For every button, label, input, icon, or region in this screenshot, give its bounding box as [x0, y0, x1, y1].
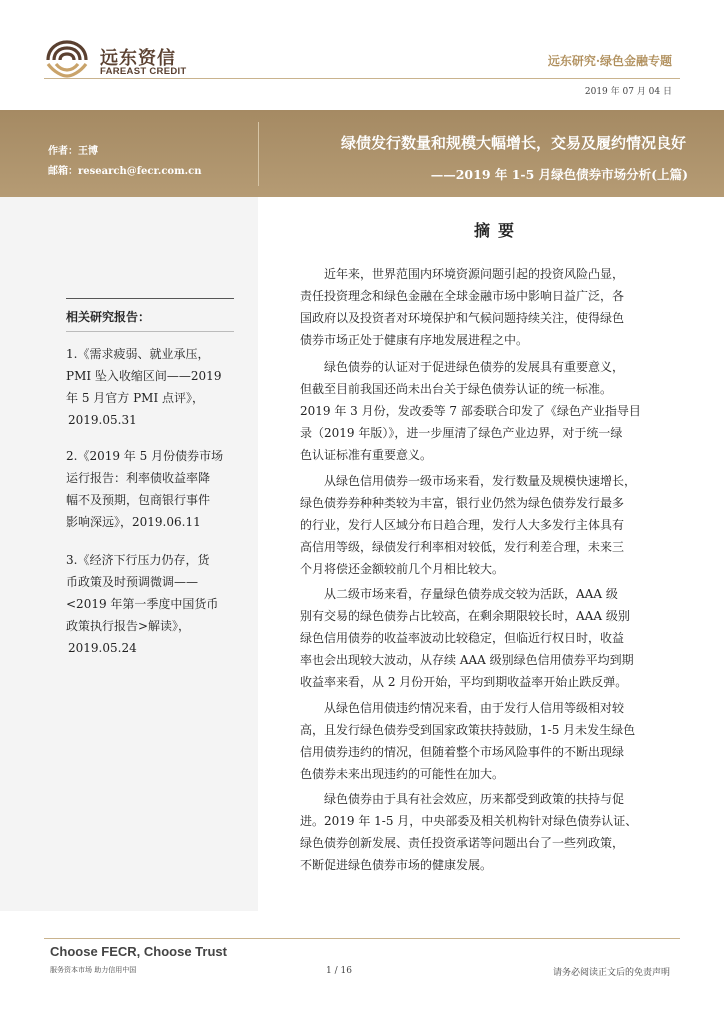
paragraph-line: 2019 年 3 月份，发改委等 7 部委联合印发了《绿色产业指导目 — [300, 404, 641, 418]
paragraph-line: 绿色信用债券的收益率波动比较稳定，但临近行权日时，收益 — [300, 631, 625, 645]
brand-name-en: FAREAST CREDIT — [100, 66, 187, 77]
footer-slogan-cn: 服务资本市场 助力信用中国 — [50, 966, 137, 974]
paragraph-line: 收益率来看，从 2 月份开始，平均到期收益率开始止跌反弹。 — [300, 675, 628, 689]
author-name: 作者：王博 — [48, 146, 98, 157]
paragraph-line: 不断促进绿色债券市场的健康发展。 — [300, 858, 493, 872]
report-line: <2019 年第一季度中国货币 — [66, 597, 219, 611]
related-report-2[interactable] — [66, 445, 240, 533]
abstract-paragraph-4 — [300, 583, 668, 693]
footer-divider — [44, 938, 680, 939]
paragraph-line: 从绿色信用债券一级市场来看，发行数量及规模快速增长， — [324, 474, 637, 488]
report-line: 幅不及预期，包商银行事件 — [66, 493, 211, 507]
paragraph-line: 色认证标准有重要意义。 — [300, 448, 433, 462]
paragraph-line: 高信用等级，绿债发行利率相对较低，发行利差合理，未来三 — [300, 540, 625, 554]
paragraph-line: 高，且发行绿色债券受到国家政策扶持鼓励，1-5 月未发生绿色 — [300, 723, 636, 737]
paragraph-line: 国政府以及投资者对环境保护和气候问题持续关注，使得绿色 — [300, 311, 625, 325]
author-email[interactable]: 邮箱：research@fecr.com.cn — [48, 166, 202, 177]
paragraph-line: 绿色债券创新发展、责任投资承诺等问题出台了一些列政策， — [300, 836, 625, 850]
abstract-paragraph-3 — [300, 470, 668, 580]
abstract-paragraph-6 — [300, 788, 668, 876]
report-line: PMI 坠入收缩区间——2019 — [66, 369, 222, 383]
abstract-title: 摘要 — [474, 221, 523, 240]
report-line: 影响深远》，2019.06.11 — [66, 515, 201, 529]
paragraph-line: 的行业，发行人区域分布日趋合理，发行人大多发行主体具有 — [300, 518, 625, 532]
sidebar-rule-bottom — [66, 331, 234, 332]
paragraph-line: 但截至目前我国还尚未出台关于绿色债券认证的统一标准。 — [300, 382, 613, 396]
footer-slogan: Choose FECR, Choose Trust — [50, 944, 227, 959]
abstract-paragraph-2 — [300, 356, 668, 466]
report-series: 远东研究·绿色金融专题 — [547, 54, 672, 68]
report-line: 1.《需求疲弱、就业承压， — [66, 347, 210, 361]
footer-disclaimer: 请务必阅读正文后的免责声明 — [552, 968, 670, 978]
fareast-logo-icon — [44, 40, 90, 78]
report-title: 绿债发行数量和规模大幅增长，交易及履约情况良好 — [340, 134, 686, 152]
related-report-3[interactable] — [66, 549, 240, 659]
paragraph-line: 绿色债券由于具有社会效应，历来都受到政策的扶持与促 — [324, 792, 625, 806]
paragraph-line: 色债券未来出现违约的可能性在加大。 — [300, 767, 505, 781]
paragraph-line: 进。2019 年 1-5 月，中央部委及相关机构针对绿色债券认证、 — [300, 814, 638, 828]
paragraph-line: 别有交易的绿色债券占比较高，在剩余期限较长时，AAA 级别 — [300, 609, 630, 623]
report-line: 2.《2019 年 5 月份债券市场 — [66, 449, 224, 463]
report-line: 运行报告：利率债收益率降 — [66, 471, 211, 485]
abstract-paragraph-1 — [300, 263, 668, 351]
paragraph-line: 从绿色信用债违约情况来看，由于发行人信用等级相对较 — [324, 701, 625, 715]
report-date: 2019 年 07 月 04 日 — [584, 87, 672, 97]
related-report-1[interactable] — [66, 343, 240, 431]
title-band-divider — [258, 122, 259, 186]
brand-name-cn: 远东资信 — [100, 48, 176, 69]
abstract-paragraph-5 — [300, 697, 668, 785]
report-line: 年 5 月官方 PMI 点评》， — [66, 391, 204, 405]
paragraph-line: 录（2019 年版）》，进一步厘清了绿色产业边界，对于统一绿 — [300, 426, 623, 440]
report-subtitle: ——2019 年 1-5 月绿色债券市场分析(上篇) — [430, 167, 688, 182]
paragraph-line: 信用债券违约的情况，但随着整个市场风险事件的不断出现绿 — [300, 745, 625, 759]
paragraph-line: 率也会出现较大波动，从存续 AAA 级别绿色信用债券平均到期 — [300, 653, 634, 667]
header-divider — [44, 78, 680, 79]
report-line: 3.《经济下行压力仍存，货 — [66, 553, 210, 567]
paragraph-line: 绿色债券的认证对于促进绿色债券的发展具有重要意义， — [324, 360, 625, 374]
report-line: 政策执行报告>解读》， — [66, 619, 191, 633]
sidebar-rule-top — [66, 298, 234, 299]
paragraph-line: 从二级市场来看，存量绿色债券成交较为活跃，AAA 级 — [324, 587, 618, 601]
report-date: 2019.05.31 — [68, 413, 137, 427]
title-band — [0, 110, 724, 197]
page-number: 1 / 16 — [326, 966, 352, 976]
paragraph-line: 债券市场正处于健康有序地发展进程之中。 — [300, 333, 529, 347]
related-reports-heading: 相关研究报告： — [66, 310, 151, 324]
paragraph-line: 责任投资理念和绿色金融在全球金融市场中影响日益广泛，各 — [300, 289, 625, 303]
paragraph-line: 近年来，世界范围内环境资源问题引起的投资风险凸显， — [324, 267, 625, 281]
report-line: 币政策及时预调微调—— — [66, 575, 199, 589]
paragraph-line: 个月将偿还金额较前几个月相比较大。 — [300, 562, 505, 576]
paragraph-line: 绿色债券券种种类较为丰富，银行业仍然为绿色债券发行最多 — [300, 496, 625, 510]
report-date: 2019.05.24 — [68, 641, 137, 655]
